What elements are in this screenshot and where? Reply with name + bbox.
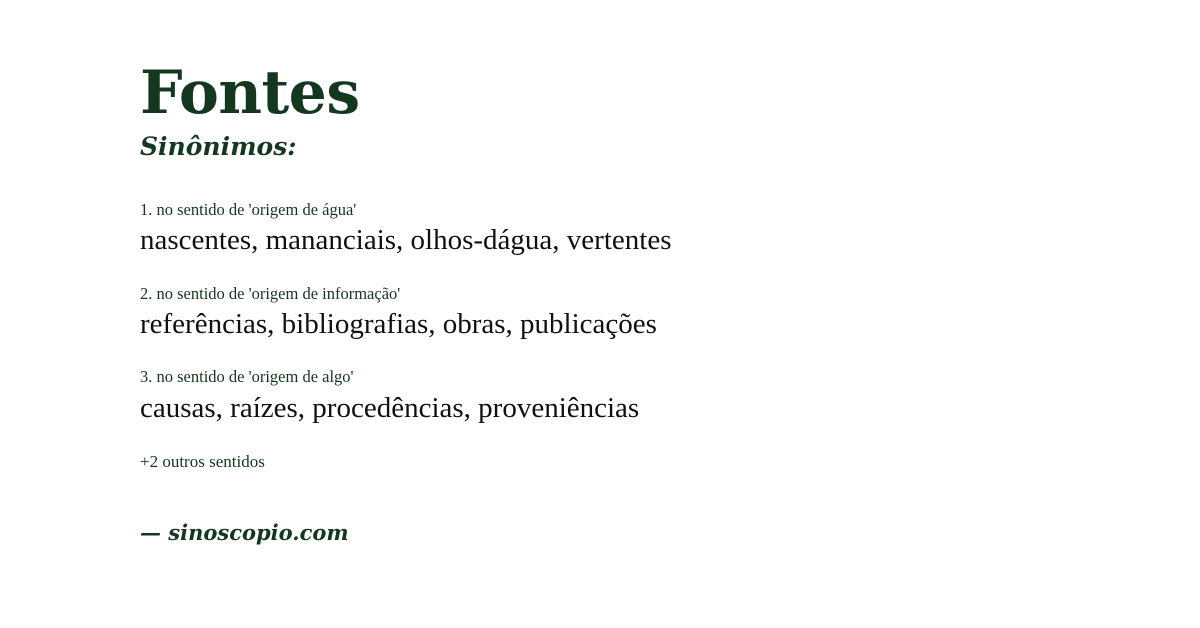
sense-item [140,366,1200,426]
sense-list [140,199,1200,426]
sense-label: 1. no sentido de 'origem de água' [140,200,357,219]
page-title: Fontes [140,58,360,128]
sense-synonyms: referências, bibliografias, obras, publicações [140,308,657,341]
sense-label: 3. no sentido de 'origem de algo' [140,367,354,387]
sense-synonyms: nascentes, mananciais, olhos-dágua, vertentes [140,224,672,257]
sense-item [140,283,1200,343]
page-subtitle: Sinônimos: [140,132,297,161]
sense-label: 2. no sentido de 'origem de informação' [140,283,401,303]
sense-item [140,199,1200,259]
more-senses-note: +2 outros sentidos [140,452,265,472]
source-attribution: — sinoscopio.com [140,520,349,546]
sense-synonyms: causas, raízes, procedências, proveniências [140,391,640,424]
